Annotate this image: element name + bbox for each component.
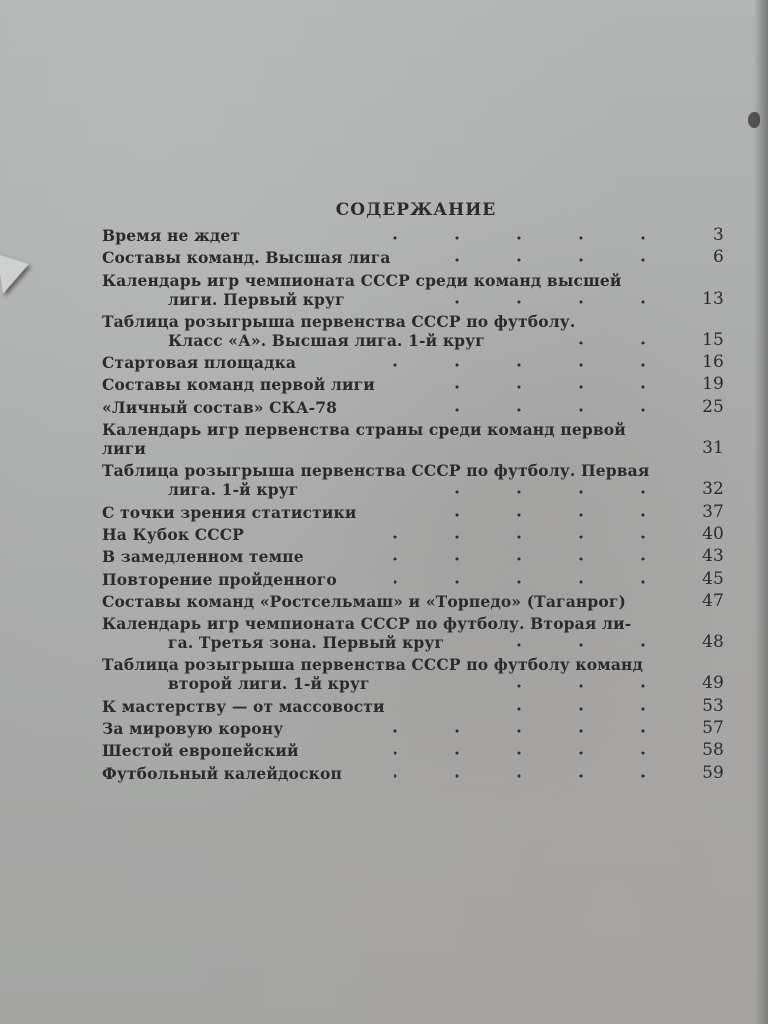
dot-leader bbox=[404, 297, 674, 307]
page-number: 49 bbox=[702, 673, 724, 694]
page-number: 32 bbox=[702, 479, 724, 500]
toc-entry bbox=[102, 226, 724, 245]
torn-paper-corner bbox=[0, 250, 33, 294]
dot-leader bbox=[399, 510, 674, 520]
title-line: «Личный состав» СКА-78 bbox=[102, 397, 338, 417]
title-line: Шестой европейский bbox=[102, 741, 299, 761]
title-continuation: второй лиги. 1-й круг bbox=[168, 674, 370, 694]
dot-leader bbox=[394, 748, 674, 758]
ink-stain bbox=[748, 112, 760, 128]
title-line: Составы команд «Ростсельмаш» и «Торпедо» (Таганрог) bbox=[102, 591, 627, 611]
page-number: 25 bbox=[702, 396, 724, 417]
dot-leader bbox=[499, 640, 674, 650]
page-number: 31 bbox=[702, 438, 724, 459]
title-line: Таблица розыгрыша первенства СССР по футболу команд bbox=[102, 655, 644, 675]
page-number: 40 bbox=[702, 523, 724, 544]
dot-leader bbox=[399, 405, 674, 415]
title-continuation: Класс «А». Высшая лига. 1-й круг bbox=[168, 330, 485, 350]
dot-leader bbox=[344, 360, 674, 370]
dot-leader bbox=[354, 726, 674, 736]
toc-entry bbox=[102, 461, 724, 499]
dot-leader bbox=[394, 771, 674, 781]
dot-leader bbox=[394, 577, 674, 587]
title-line: Календарь игр чемпионата СССР среди команд высшей bbox=[102, 270, 622, 290]
page-number: 47 bbox=[702, 590, 724, 611]
page-number: 19 bbox=[702, 374, 724, 395]
page-number: 57 bbox=[702, 718, 724, 739]
title-line: С точки зрения статистики bbox=[102, 502, 357, 522]
page-number: 16 bbox=[702, 352, 724, 373]
table-of-contents bbox=[102, 200, 724, 786]
title-line: Время не ждет bbox=[102, 226, 241, 245]
page-number: 43 bbox=[702, 546, 724, 567]
toc-title: СОДЕРЖАНИЕ bbox=[335, 200, 497, 220]
toc-entry bbox=[102, 525, 724, 544]
title-line: Составы команд. Высшая лига bbox=[102, 248, 391, 268]
toc-entry bbox=[102, 375, 724, 394]
toc-entry bbox=[102, 741, 724, 760]
toc-entry bbox=[102, 570, 724, 589]
title-continuation: лиги. Первый круг bbox=[168, 289, 345, 309]
page-number: 48 bbox=[702, 632, 724, 653]
page-number: 45 bbox=[702, 568, 724, 589]
title-line: За мировую корону bbox=[102, 719, 284, 739]
dot-leader bbox=[399, 487, 674, 497]
toc-entry bbox=[102, 312, 724, 350]
toc-entry bbox=[102, 398, 724, 417]
title-continuation: лига. 1-й круг bbox=[168, 480, 299, 500]
dot-leader bbox=[464, 704, 674, 714]
toc-entry bbox=[102, 697, 724, 716]
dot-leader bbox=[554, 338, 674, 348]
toc-entry-title bbox=[102, 592, 724, 611]
page-number: 6 bbox=[713, 247, 724, 268]
dot-leader bbox=[354, 554, 674, 564]
toc-entry bbox=[102, 271, 724, 309]
toc-entries bbox=[102, 226, 724, 783]
title-line: Футбольный калейдоскоп bbox=[102, 763, 342, 783]
toc-entry bbox=[102, 420, 724, 458]
toc-entry bbox=[102, 503, 724, 522]
title-line: К мастерству — от массовости bbox=[102, 696, 385, 716]
dot-leader bbox=[459, 681, 674, 691]
dot-leader bbox=[399, 382, 674, 392]
dot-leader bbox=[339, 233, 674, 243]
toc-entry bbox=[102, 655, 724, 693]
title-line: На Кубок СССР bbox=[102, 524, 244, 544]
toc-entry bbox=[102, 547, 724, 566]
title-line: В замедленном темпе bbox=[102, 547, 304, 567]
toc-entry bbox=[102, 353, 724, 372]
page-number: 13 bbox=[702, 288, 724, 309]
toc-entry bbox=[102, 764, 724, 783]
page-number: 15 bbox=[702, 329, 724, 350]
title-line: Календарь игр первенства страны среди команд первой лиги bbox=[102, 420, 626, 459]
title-line: Стартовая площадка bbox=[102, 353, 297, 373]
page-number: 37 bbox=[702, 501, 724, 522]
page-number: 58 bbox=[702, 740, 724, 761]
title-line: Составы команд первой лиги bbox=[102, 375, 375, 395]
page-number: 53 bbox=[702, 695, 724, 716]
title-line: Повторение пройденного bbox=[102, 569, 337, 589]
dot-leader bbox=[339, 532, 674, 542]
toc-entry bbox=[102, 248, 724, 267]
page-number: 59 bbox=[702, 762, 724, 783]
title-line: Таблица розыгрыша первенства СССР по футболу. Первая bbox=[102, 461, 650, 481]
toc-entry bbox=[102, 592, 724, 611]
toc-entry bbox=[102, 719, 724, 738]
page-number: 3 bbox=[713, 225, 724, 245]
toc-entry bbox=[102, 614, 724, 652]
title-line: Таблица розыгрыша первенства СССР по футболу. bbox=[102, 311, 576, 331]
dot-leader bbox=[449, 255, 674, 265]
title-continuation: га. Третья зона. Первый круг bbox=[168, 633, 445, 653]
page-edge bbox=[754, 0, 768, 1024]
title-line: Календарь игр чемпионата СССР по футболу. Вторая ли- bbox=[102, 614, 632, 634]
toc-entry-title bbox=[102, 420, 724, 458]
